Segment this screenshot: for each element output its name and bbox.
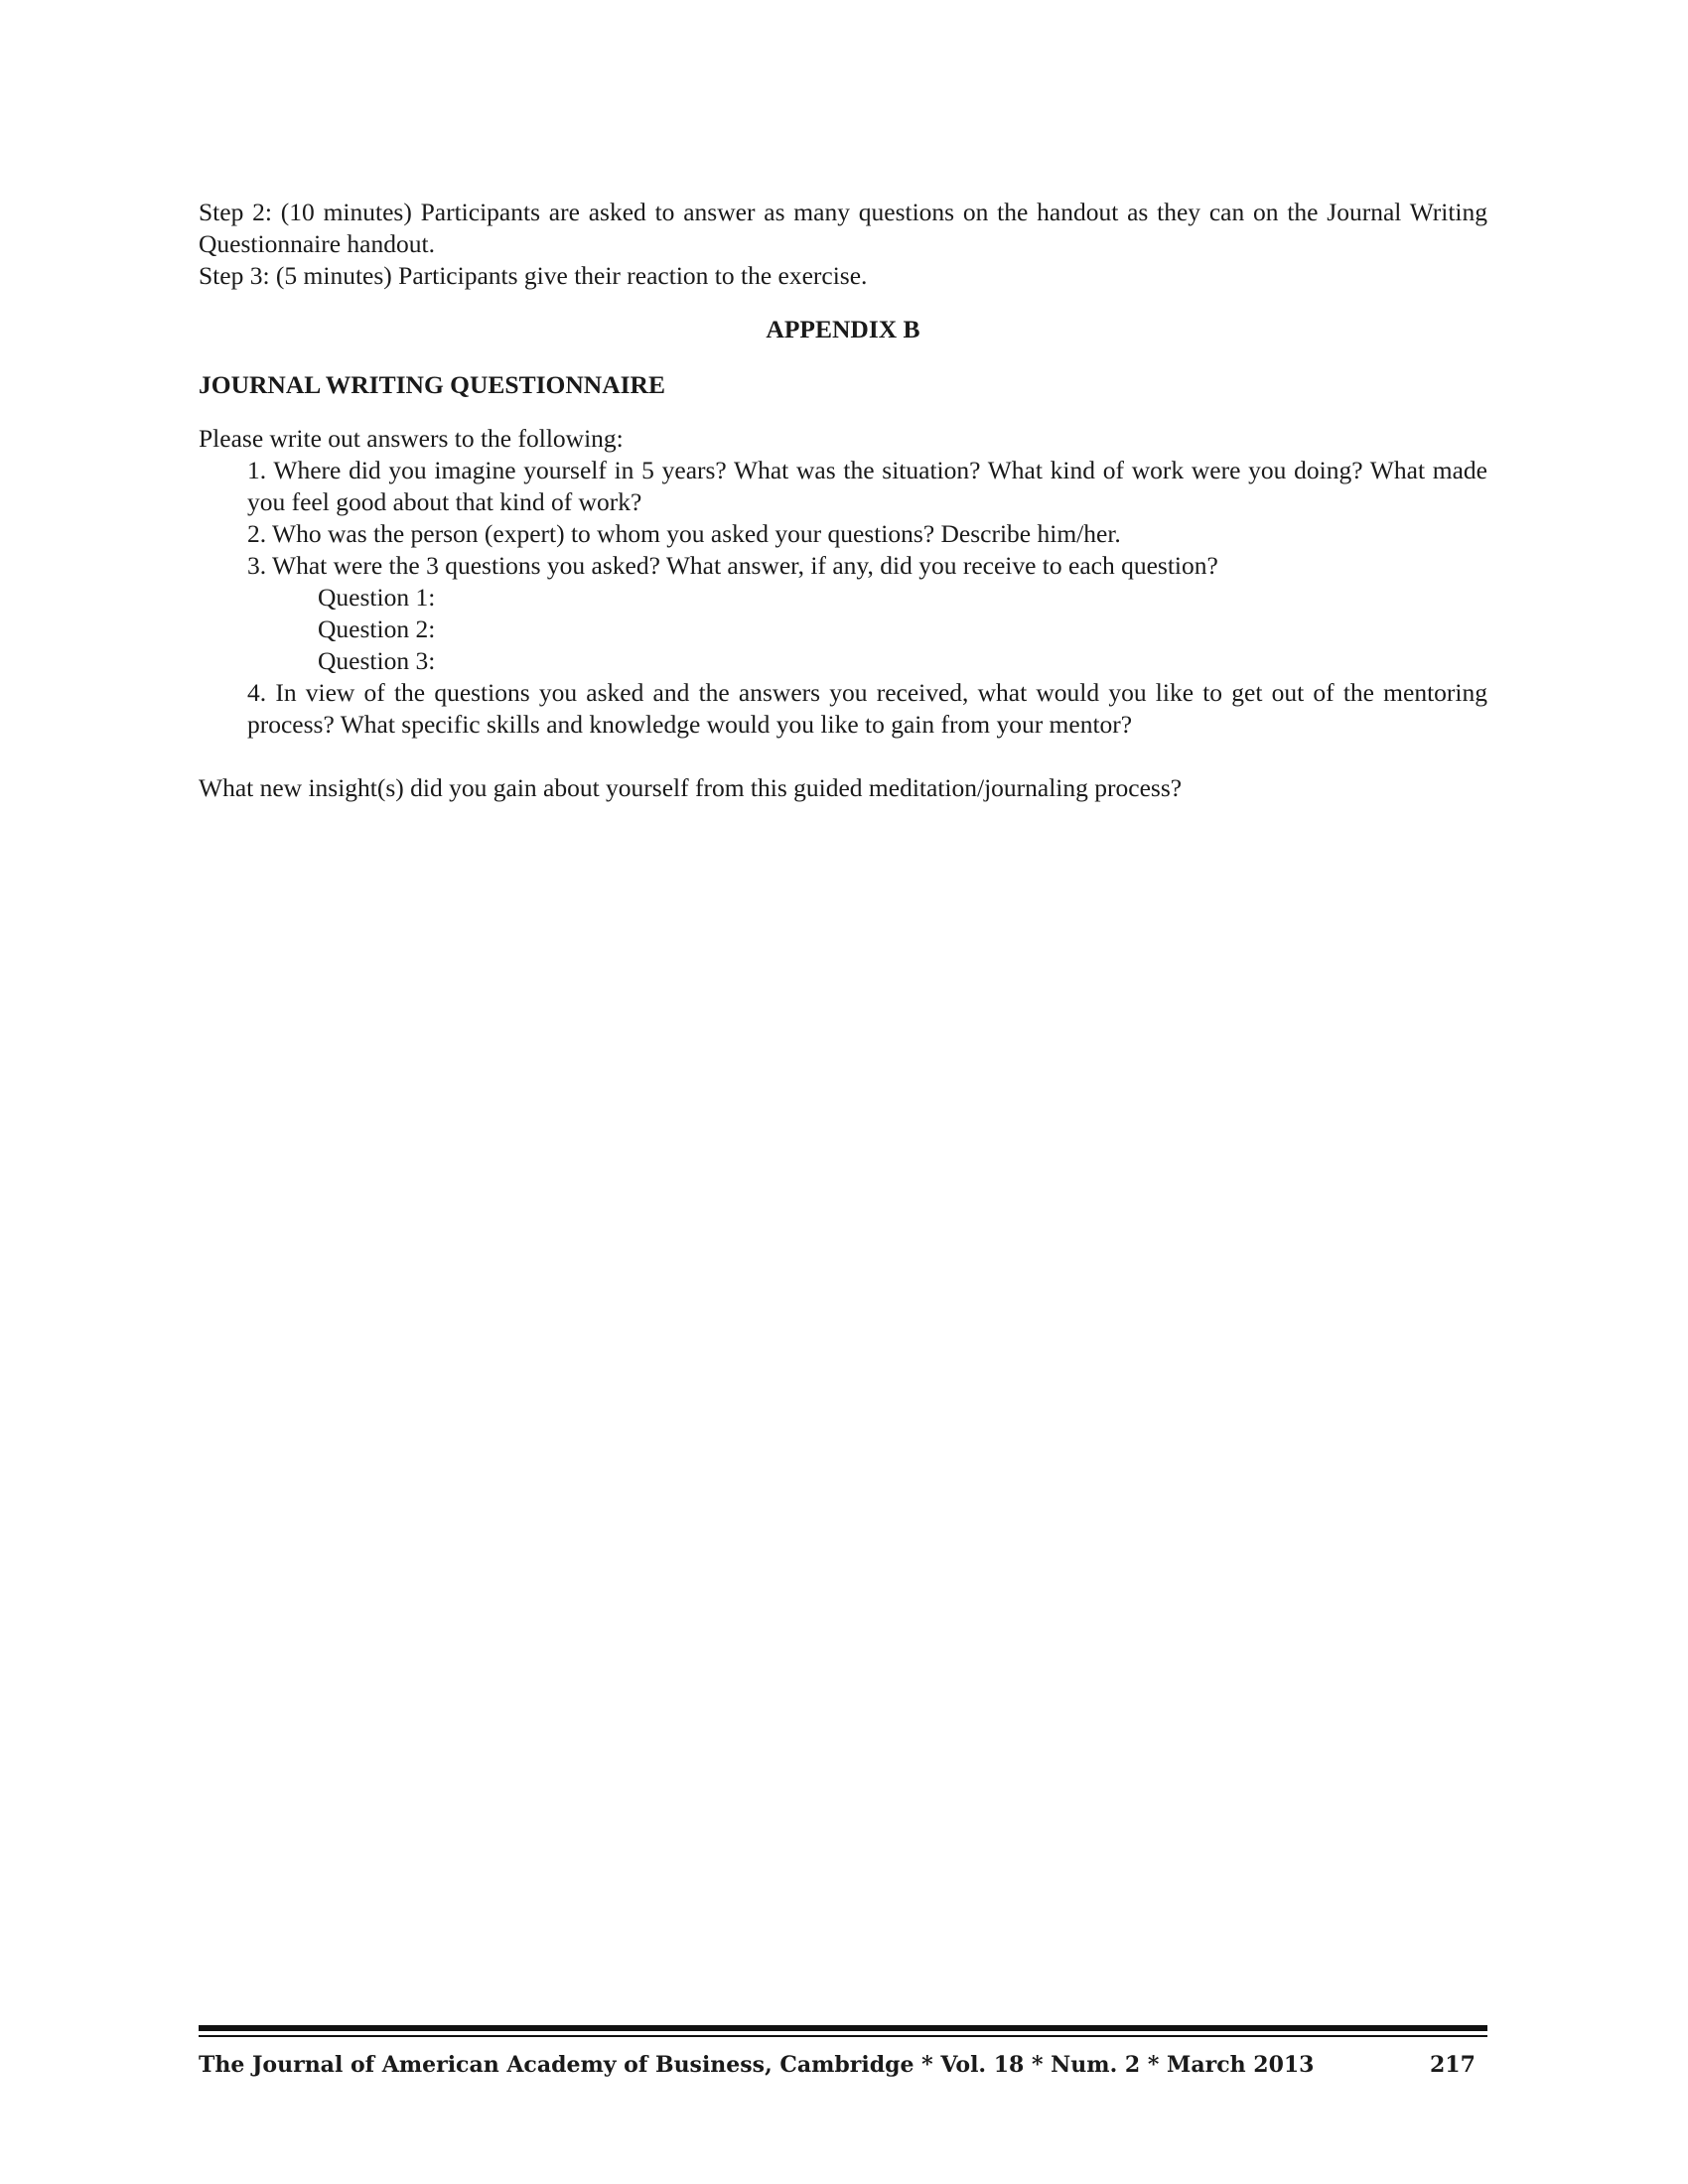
question-item-3: 3. What were the 3 questions you asked? What answer, if any, did you receive to each question? — [247, 551, 1218, 580]
questionnaire-intro: Please write out answers to the following: — [199, 424, 624, 453]
footer-journal-citation: The Journal of American Academy of Business, Cambridge * Vol. 18 * Num. 2 * March 2013 — [199, 2052, 1315, 2078]
question-item-4: 4. In view of the questions you asked and the answers you received, what would you like to get out of the mentoring process? What specific skills and knowledge would you like to gain from your mentor? — [247, 678, 1487, 739]
sub-question-1: Question 1: — [318, 583, 436, 612]
appendix-title: APPENDIX B — [766, 315, 920, 343]
step-2-paragraph: Step 2: (10 minutes) Participants are asked to answer as many questions on the handout as they can on the Journal Writing Questionnaire handout. — [199, 198, 1487, 258]
page-body — [199, 197, 1487, 804]
sub-question-3: Question 3: — [318, 646, 436, 675]
questionnaire-title: JOURNAL WRITING QUESTIONNAIRE — [199, 370, 665, 399]
closing-question: What new insight(s) did you gain about yourself from this guided meditation/journaling process? — [199, 773, 1183, 802]
footer-rule-thick — [199, 2025, 1487, 2031]
sub-question-2: Question 2: — [318, 614, 436, 643]
step-3-paragraph: Step 3: (5 minutes) Participants give their reaction to the exercise. — [199, 261, 868, 290]
footer-rule-thin — [199, 2035, 1487, 2037]
question-item-1: 1. Where did you imagine yourself in 5 years? What was the situation? What kind of work were you doing? What made you feel good about that kind of work? — [247, 456, 1487, 516]
page-number: 217 — [1430, 2052, 1476, 2078]
question-item-2: 2. Who was the person (expert) to whom you asked your questions? Describe him/her. — [247, 519, 1121, 548]
